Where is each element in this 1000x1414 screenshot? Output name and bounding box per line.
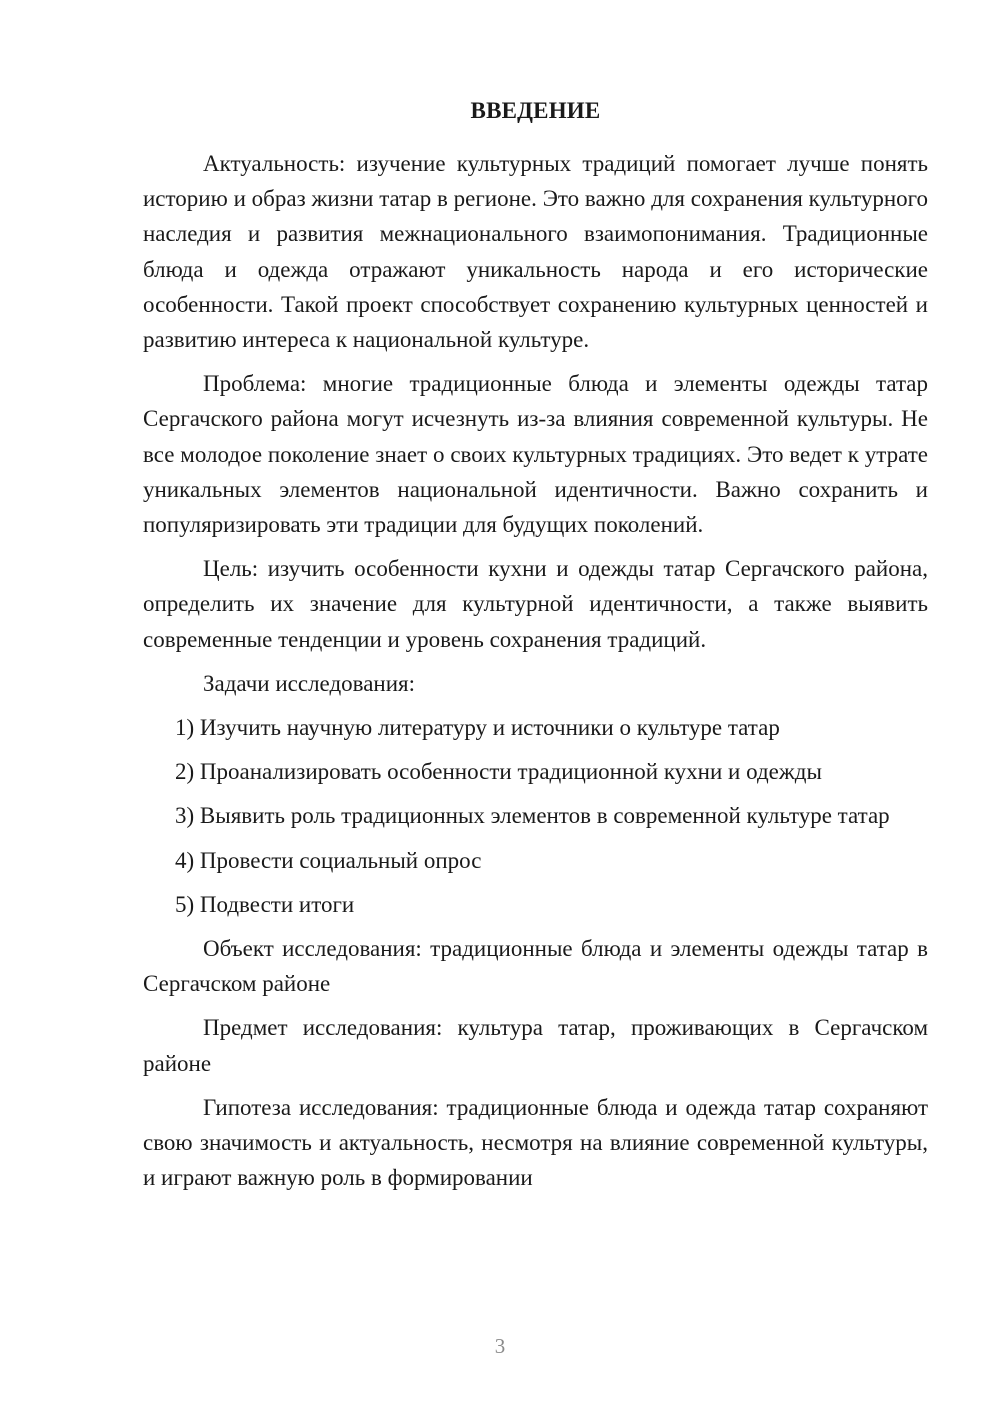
tasks-heading: Задачи исследования:	[203, 670, 416, 696]
task-item: 1) Изучить научную литературу и источники о культуре татар	[175, 715, 780, 741]
page-number: 3	[494, 1334, 506, 1358]
task-item: 3) Выявить роль традиционных элементов в современной культуре татар	[175, 803, 890, 829]
problem-paragraph: Проблема: многие традиционные блюда и элементы одежды татар Сергачского района могут исчезнуть из-за влияния современной культуры. Не все молодое поколение знает о своих культурных традициях. Это ведет к утрате уникальных элементов национальной идентичности. Важно сохранить и популяризировать эти традиции для будущих поколений.	[143, 371, 928, 538]
relevance-paragraph: Актуальность: изучение культурных традиций помогает лучше понять историю и образ жизни татар в регионе. Это важно для сохранения культурного наследия и развития межнационального взаимопонимания. Традиционные блюда и одежда отражают уникальность народа и его исторические особенности. Такой проект способствует сохранению культурных ценностей и развитию интереса к национальной культуре.	[143, 151, 928, 353]
goal-paragraph: Цель: изучить особенности кухни и одежды татар Сергачского района, определить их значение для культурной идентичности, а также выявить современные тенденции и уровень сохранения традиций.	[143, 556, 928, 652]
task-item: 4) Провести социальный опрос	[175, 847, 482, 873]
object-paragraph: Объект исследования: традиционные блюда и элементы одежды татар в Сергачском районе	[143, 936, 928, 997]
section-title: ВВЕДЕНИЕ	[470, 98, 601, 123]
task-item: 5) Подвести итоги	[175, 891, 355, 917]
hypothesis-paragraph: Гипотеза исследования: традиционные блюда и одежда татар сохраняют свою значимость и актуальность, несмотря на влияние современной культуры, и играют важную роль в формировании	[143, 1094, 928, 1191]
document-page	[143, 96, 928, 1204]
task-item: 2) Проанализировать особенности традиционной кухни и одежды	[175, 759, 822, 785]
subject-paragraph: Предмет исследования: культура татар, проживающих в Сергачском районе	[143, 1015, 928, 1076]
